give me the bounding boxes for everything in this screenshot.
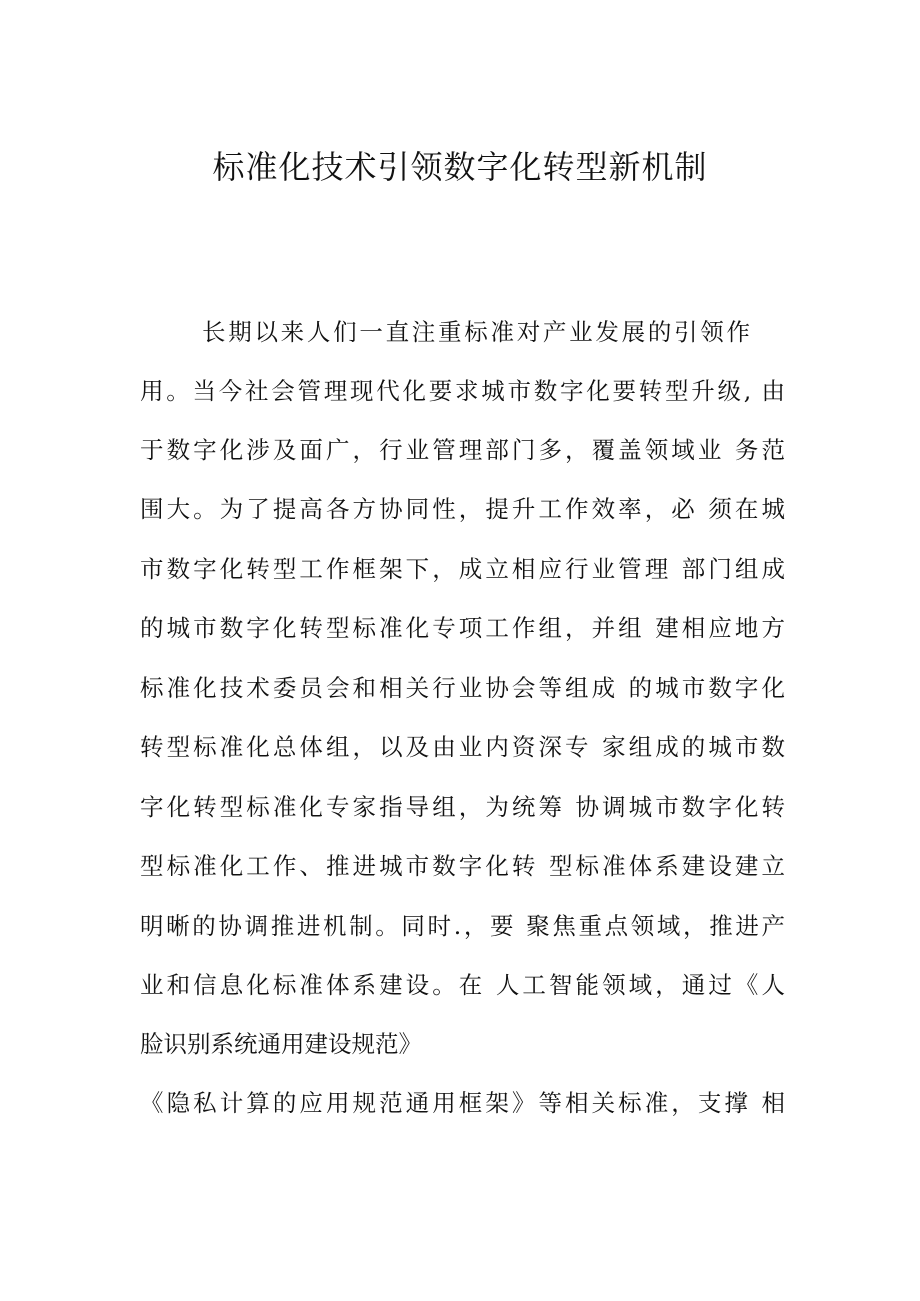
paragraph-line: 型标准化工作、推进城市数字化转 型标准体系建设建立 [140,852,785,880]
document-title: 标准化技术引领数字化转型新机制 [212,148,708,186]
paragraph-line: 于数字化涉及面广，行业管理部门多，覆盖领域业 务范 [140,436,785,464]
paragraph-line: 长期以来人们一直注重标准对产业发展的引领作 [202,318,750,346]
paragraph-line: 字化转型标准化专家指导组，为统筹 协调城市数字化转 [140,793,785,821]
paragraph-line: 标准化技术委员会和相关行业协会等组成 的城市数字化 [140,674,785,702]
paragraph-line: 的城市数字化转型标准化专项工作组，并组 建相应地方 [140,614,785,642]
paragraph-line: 明晰的协调推进机制。同时.，要 聚焦重点领域，推进产 [140,912,785,940]
paragraph-line: 转型标准化总体组，以及由业内资深专 家组成的城市数 [140,733,785,761]
paragraph-line: 脸识别系统通用建设规范》 [140,1030,422,1058]
paragraph-line: 市数字化转型工作框架下，成立相应行业管理 部门组成 [140,555,785,583]
paragraph-line: 《隐私计算的应用规范通用框架》等相关标准，支撑 相 [140,1089,785,1117]
paragraph-line: 用。当今社会管理现代化要求城市数字化要转型升级, 由 [140,377,785,405]
paragraph-line: 围大。为了提高各方协同性，提升工作效率，必 须在城 [140,495,785,523]
paragraph-line: 业和信息化标准体系建设。在 人工智能领域，通过《人 [140,971,785,999]
